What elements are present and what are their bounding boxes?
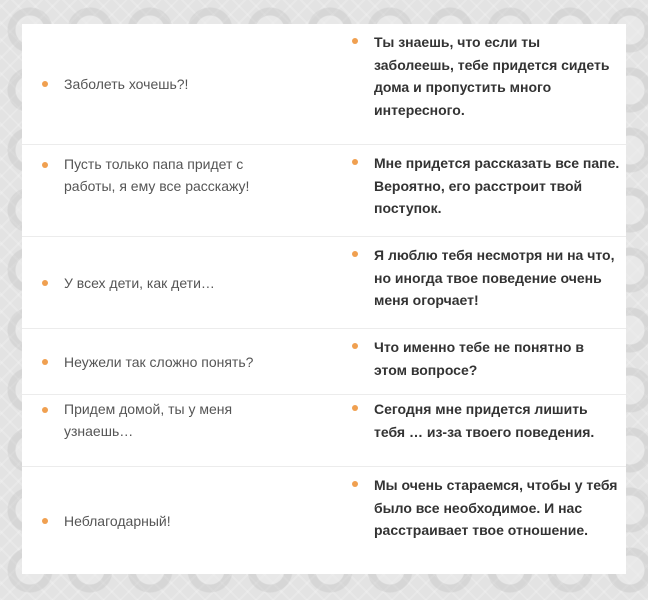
bullet-icon (42, 518, 48, 524)
right-cell (352, 398, 620, 443)
table-row (22, 236, 626, 328)
bullet-icon (42, 407, 48, 413)
phrase-alternative: Я люблю тебя несмотря ни на что, но иногда твое поведение очень меня огорчает! (374, 247, 615, 308)
table-row (22, 144, 626, 236)
right-cell (352, 152, 620, 220)
bullet-icon (42, 162, 48, 168)
phrase-alternative: Ты знаешь, что если ты заболеешь, тебе придется сидеть дома и пропустить много интересного. (374, 34, 610, 118)
phrase-to-avoid: Неблагодарный! (64, 512, 171, 529)
phrase-alternative: Сегодня мне придется лишить тебя … из-за твоего поведения. (374, 401, 595, 440)
left-cell (42, 24, 342, 144)
phrase-alternative: Мне придется рассказать все папе. Вероятно, его расстроит твой поступок. (374, 155, 620, 216)
phrase-to-avoid: Пусть только папа придет с работы, я ему все расскажу! (64, 156, 250, 194)
left-cell (42, 467, 342, 574)
bullet-icon (352, 481, 358, 487)
bullet-icon (42, 81, 48, 87)
table-row (22, 394, 626, 466)
bullet-icon (42, 280, 48, 286)
left-cell (42, 237, 342, 328)
bullet-icon (42, 359, 48, 365)
table-row (22, 466, 626, 574)
left-cell (42, 153, 342, 197)
right-cell (352, 474, 620, 542)
bullet-icon (352, 38, 358, 44)
right-cell (352, 244, 620, 312)
table-row (22, 328, 626, 394)
bullet-icon (352, 159, 358, 165)
bullet-icon (352, 343, 358, 349)
phrases-table (22, 24, 626, 574)
phrase-alternative: Что именно тебе не понятно в этом вопросе? (374, 339, 584, 378)
phrase-to-avoid: Придем домой, ты у меня узнаешь… (64, 401, 233, 439)
bullet-icon (352, 405, 358, 411)
table-row (22, 24, 626, 144)
phrase-alternative: Мы очень стараемся, чтобы у тебя было все необходимое. И нас расстраивает твое отношение. (374, 477, 618, 538)
phrase-to-avoid: Неужели так сложно понять? (64, 353, 254, 370)
right-cell (352, 336, 620, 381)
right-cell (352, 31, 620, 121)
left-cell (42, 329, 342, 394)
phrase-to-avoid: Заболеть хочешь?! (64, 76, 189, 92)
phrase-to-avoid: У всех дети, как дети… (64, 274, 215, 291)
bullet-icon (352, 251, 358, 257)
left-cell (42, 398, 342, 442)
